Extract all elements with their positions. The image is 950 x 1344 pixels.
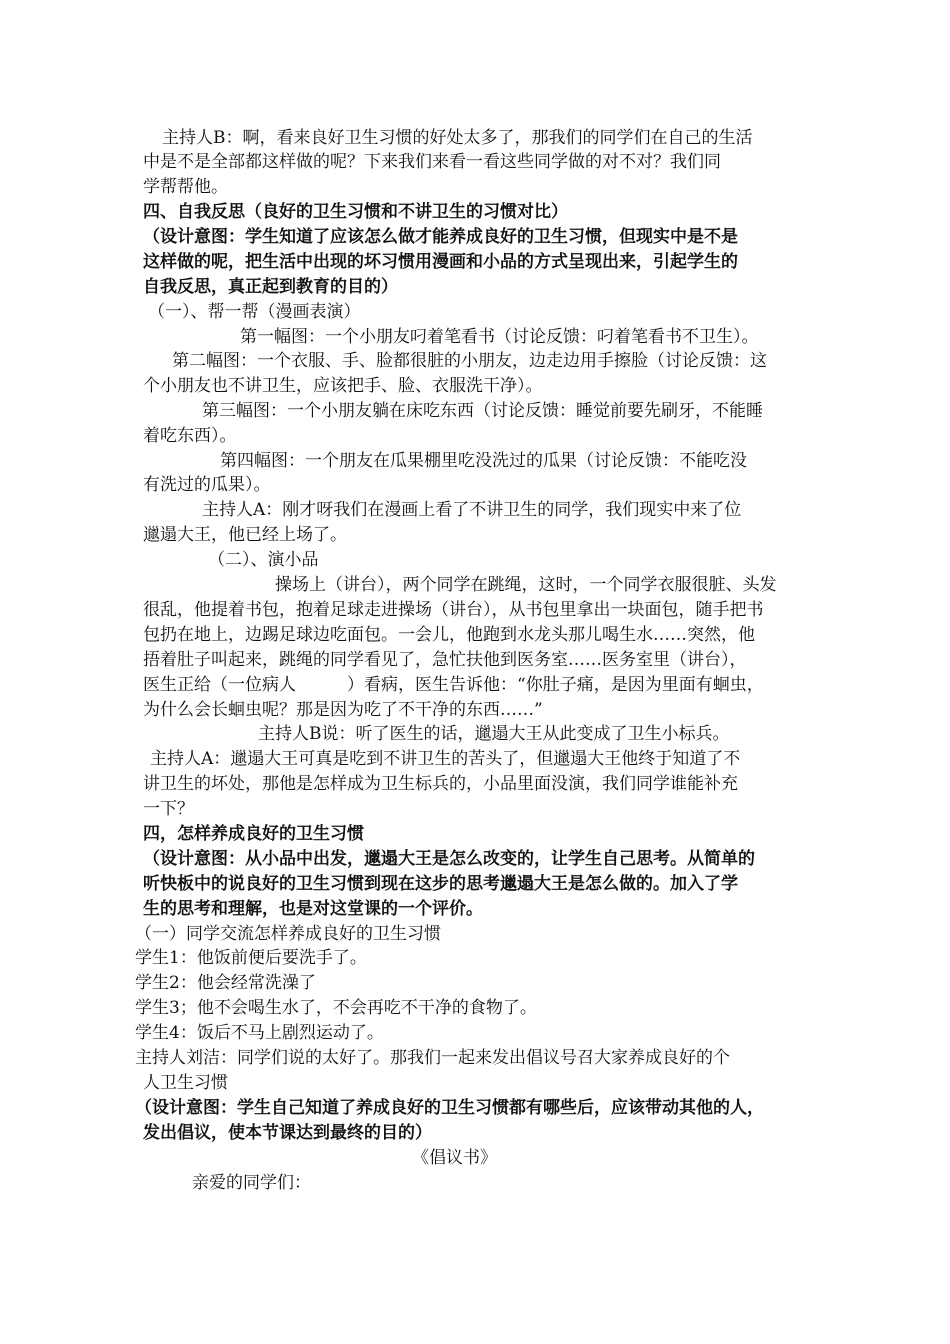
- paragraph-line: 讲卫生的坏处，那他是怎样成为卫生标兵的，小品里面没演，我们同学谁能补充: [143, 774, 738, 794]
- paragraph-line: 包扔在地上，边踢足球边吃面包。一会儿，他跑到水龙头那儿喝生水……突然，他: [143, 625, 755, 645]
- proposal-title: 《倡议书》: [412, 1148, 497, 1168]
- paragraph-line: 邋遢大王，他已经上场了。: [143, 525, 347, 545]
- design-intent-line: 听快板中的说良好的卫生习惯到现在这步的思考邋遢大王是怎么做的。加入了学: [143, 874, 738, 894]
- paragraph-line: 第三幅图：一个小朋友躺在床吃东西（讨论反馈：睡觉前要先刷牙，不能睡: [202, 401, 763, 421]
- student-line: 学生3；他不会喝生水了，不会再吃不干净的食物了。: [135, 998, 537, 1018]
- paragraph-line: 第二幅图：一个衣服、手、脸都很脏的小朋友，边走边用手擦脸（讨论反馈：这: [172, 351, 767, 371]
- student-line: 学生2：他会经常洗澡了: [135, 973, 316, 993]
- paragraph-line: 主持人A：邋遢大王可真是吃到不讲卫生的苦头了，但邋遢大王他终于知道了不: [150, 749, 741, 769]
- subsection-heading: （二）、演小品: [208, 550, 319, 570]
- proposal-salutation: 亲爱的同学们：: [192, 1173, 311, 1193]
- design-intent-line: 自我反思，真正起到教育的目的）: [143, 277, 398, 297]
- design-intent-line: （设计意图：学生知道了应该怎么做才能养成良好的卫生习惯，但现实中是不是: [143, 227, 738, 247]
- design-intent-line: （设计意图：学生自己知道了养成良好的卫生习惯都有哪些后，应该带动其他的人，: [135, 1098, 764, 1118]
- paragraph-line: 医生正给（一位病人 ）看病，医生告诉他：“你肚子痛，是因为里面有蛔虫，: [143, 675, 764, 695]
- paragraph-line: 主持人B说：听了医生的话，邋遢大王从此变成了卫生小标兵。: [258, 724, 730, 744]
- paragraph-line: 人卫生习惯: [143, 1073, 228, 1093]
- paragraph-line: 个小朋友也不讲卫生，应该把手、脸、衣服洗干净）。: [143, 376, 543, 396]
- paragraph-line: 一下？: [143, 799, 194, 819]
- paragraph-line: 操场上（讲台），两个同学在跳绳，这时，一个同学衣服很脏、头发: [275, 575, 777, 595]
- paragraph-line: 为什么会长蛔虫呢？那是因为吃了不干净的东西……”: [143, 700, 543, 720]
- design-intent-line: 这样做的呢，把生活中出现的坏习惯用漫画和小品的方式呈现出来，引起学生的: [143, 252, 738, 272]
- paragraph-line: 主持人A：刚才呀我们在漫画上看了不讲卫生的同学，我们现实中来了位: [202, 500, 742, 520]
- paragraph-line: 第四幅图：一个朋友在瓜果棚里吃没洗过的瓜果（讨论反馈：不能吃没: [220, 451, 747, 471]
- paragraph-line: 主持人刘洁：同学们说的太好了。那我们一起来发出倡议号召大家养成良好的个: [135, 1048, 730, 1068]
- paragraph-line: 主持人B：啊，看来良好卫生习惯的好处太多了，那我们的同学们在自己的生活: [162, 128, 753, 148]
- design-intent-line: 生的思考和理解，也是对这堂课的一个评价。: [143, 899, 483, 919]
- subsection-heading: （一）同学交流怎样养成良好的卫生习惯: [135, 924, 441, 944]
- paragraph-line: 中是不是全部都这样做的呢？下来我们来看一看这些同学做的对不对？我们同: [143, 152, 721, 172]
- paragraph-line: 很乱，他提着书包，抱着足球走进操场（讲台），从书包里拿出一块面包，随手把书: [143, 600, 764, 620]
- paragraph-line: 有洗过的瓜果）。: [143, 475, 271, 495]
- student-line: 学生1：他饭前便后要洗手了。: [135, 948, 367, 968]
- section-heading: 四、自我反思（良好的卫生习惯和不讲卫生的习惯对比）: [143, 202, 568, 222]
- paragraph-line: 学帮帮他。: [143, 177, 228, 197]
- design-intent-line: 发出倡议，使本节课达到最终的目的）: [143, 1123, 432, 1143]
- paragraph-line: 着吃东西）。: [143, 426, 237, 446]
- paragraph-line: 捂着肚子叫起来，跳绳的同学看见了，急忙扶他到医务室……医务室里（讲台），: [143, 650, 747, 670]
- student-line: 学生4：饭后不马上剧烈运动了。: [135, 1023, 384, 1043]
- design-intent-line: （设计意图：从小品中出发，邋遢大王是怎么改变的，让学生自己思考。从简单的: [143, 849, 755, 869]
- paragraph-line: 第一幅图：一个小朋友叼着笔看书（讨论反馈：叼着笔看书不卫生）。: [240, 327, 759, 347]
- subsection-heading: （一）、帮一帮（漫画表演）: [148, 302, 361, 322]
- section-heading: 四，怎样养成良好的卫生习惯: [143, 824, 364, 844]
